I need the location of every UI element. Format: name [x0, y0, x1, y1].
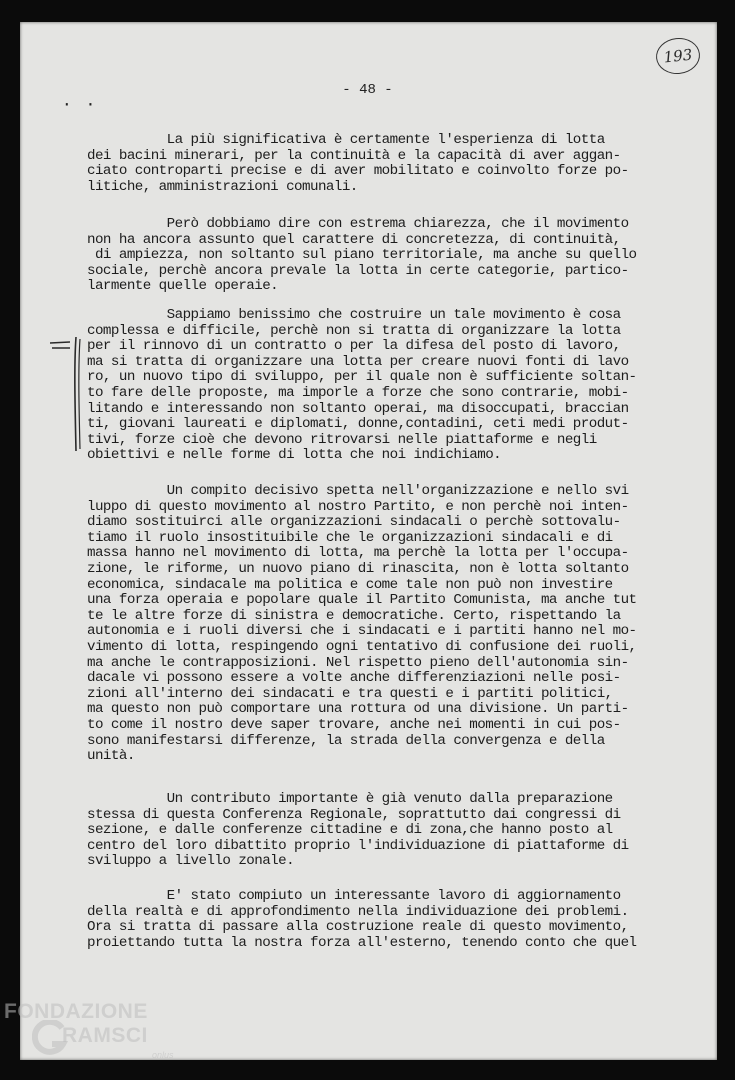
paragraph-2: Però dobbiamo dire con estrema chiarezza, che il movimento non ha ancora assunto quel carattere di concretezza, di continuità, di ampiezza, non soltanto sul piano territoriale, ma anche su quello sociale, perchè ancora prevale la lotta in certe categorie, partico- larmente quelle operaie. — [87, 216, 637, 295]
paragraph-1: La più significativa è certamente l'esperienza di lotta dei bacini minerari, per la continuità e la capacità di aver aggan- ciato controparti precise e di aver mobilitato e coinvolto forze po- litiche, amministrazioni comunali. — [87, 132, 629, 195]
watermark-line-2: RAMSCI — [62, 1024, 148, 1047]
watermark-suffix: onlus — [152, 1050, 174, 1060]
margin-dots: ·· — [62, 95, 110, 114]
paragraph-5: Un contributo importante è già venuto dalla preparazione stessa di questa Conferenza Regionale, soprattutto dai congressi di sezione, e dalle conferenze cittadine e di zona,che hanno posto al centro del loro dibattito proprio l'individuazione di piattaforme di sviluppo a livello zonale. — [87, 791, 629, 870]
watermark-line-1: FONDAZIONE — [4, 1000, 148, 1023]
fondazione-gramsci-watermark — [4, 1000, 194, 1080]
page-number: - 48 - — [342, 82, 393, 98]
archive-stamp-number: 193 — [662, 45, 694, 67]
paragraph-4: Un compito decisivo spetta nell'organizzazione e nello svi luppo di questo movimento al nostro Partito, e non perchè noi inten- diamo sostituirci alle organizzazioni sindacali o perchè sottovalu- tiamo il ruolo insostituibile che le organizzazioni sindacali e di massa hanno nel movimento di lotta, ma perchè la lotta per l'occupa- zione, le riforme, un nuovo piano di rinascita, non è lotta soltanto economica, sindacale ma politica e come tale non può non investire una forza operaia e popolare quale il Partito Comunista, ma anche tut te le altre forze di sinistra e democratiche. Certo, rispettando la autonomia e i ruoli diversi che i sindacati e i partiti hanno nel mo- vimento di lotta, respingendo ogni tentativo di confusione dei ruoli, ma anche le contrapposizioni. Nel rispetto pieno dell'autonomia sin- dacale vi possono essere a volte anche differenziazioni nelle posi- zioni all'interno dei sindacati e tra questi e i partiti politici, ma questo non può comportare una rottura od una divisione. Un parti- to come il nostro deve saper trovare, anche nei momenti in cui pos- sono manifestarsi differenze, la strada della convergenza e della unità. — [87, 483, 637, 765]
paragraph-3: Sappiamo benissimo che costruire un tale movimento è cosa complessa e difficile, perchè non si tratta di organizzare la lotta per il rinnovo di un contratto o per la difesa del posto di lavoro, ma si tratta di organizzare una lotta per creare nuovi fonti di lavo ro, un nuovo tipo di sviluppo, per il quale non è sufficiente soltan- to fare delle proposte, ma imporle a forze che sono contrarie, mobi- litando e interessando non soltanto operai, ma disoccupati, braccian ti, giovani laureati e diplomati, donne,contadini, ceti medi produt- tivi, forze cioè che devono ritrovarsi nelle piattaforme e negli obiettivi e nelle forme di lotta che noi indichiamo. — [87, 307, 637, 464]
paragraph-6: E' stato compiuto un interessante lavoro di aggiornamento della realtà e di approfondimento nella individuazione dei problemi. Ora si tratta di passare alla costruzione reale di questo movimento, proiettando tutta la nostra forza all'esterno, tenendo conto che quel — [87, 888, 637, 951]
margin-annotation-mark — [48, 335, 84, 453]
